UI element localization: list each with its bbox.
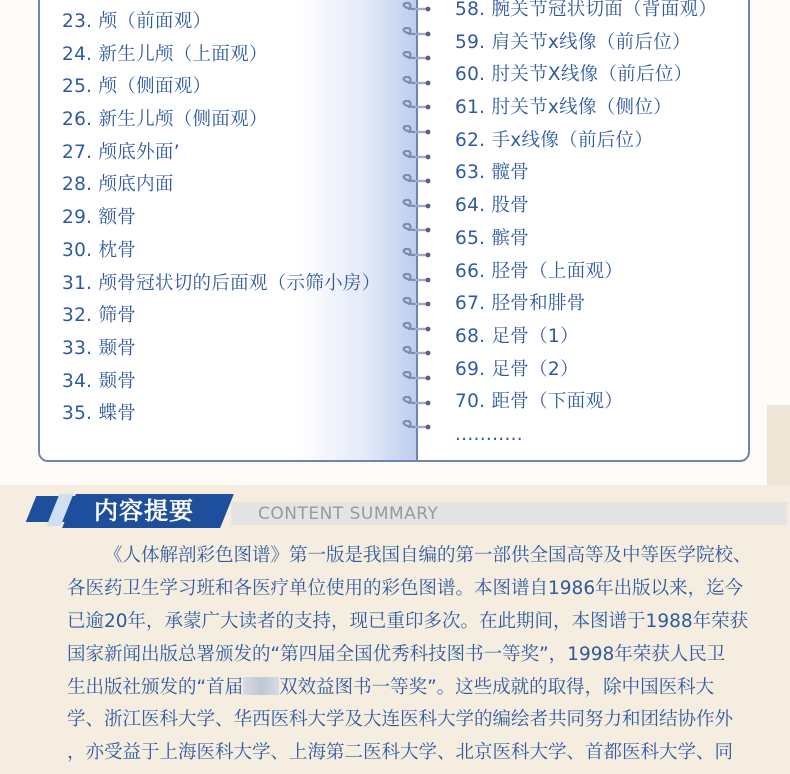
- spiral-ring: [398, 248, 432, 262]
- toc-item: 69. 足骨（2）: [455, 358, 579, 380]
- toc-item: 65. 髌骨: [455, 227, 530, 249]
- content-summary-header: [25, 494, 785, 530]
- summary-line: 已逾20年，承蒙广大读者的支持，现已重印多次。在此期间，本图谱于1988年荣获: [67, 610, 749, 632]
- summary-line: 国家新闻出版总署颁发的“第四届全国优秀科技图书一等奖”，1998年荣获人民卫: [67, 643, 726, 665]
- spiral-ring: [398, 125, 432, 139]
- toc-item: 32. 筛骨: [62, 305, 137, 327]
- spiral-ring: [398, 76, 432, 90]
- toc-item: 23. 颅（前面观）: [62, 11, 212, 32]
- spiral-ring: [398, 297, 432, 311]
- toc-item: 28. 颅底内面: [62, 174, 174, 196]
- toc-item: 29. 额骨: [62, 207, 137, 229]
- spiral-ring: [398, 322, 432, 336]
- spiral-ring: [398, 223, 432, 237]
- spiral-ring: [398, 2, 432, 16]
- spiral-ring: [398, 396, 432, 410]
- summary-text: 生出版社颁发的“首届: [67, 676, 244, 698]
- toc-left-list: [62, 6, 381, 431]
- header-title-cn: 内容提要: [94, 497, 194, 525]
- toc-item: 62. 手x线像（前后位）: [455, 129, 654, 151]
- spiral-ring: [398, 100, 432, 114]
- toc-item: 27. 颅底外面’: [62, 141, 180, 163]
- summary-line: 各医药卫生学习班和各医疗单位使用的彩色图谱。本图谱自1986年出版以来，迄今: [67, 577, 744, 599]
- toc-item: 25. 颅（侧面观）: [62, 76, 212, 98]
- toc-item: 34. 颞骨: [62, 370, 137, 392]
- right-edge-shade: [767, 405, 790, 485]
- toc-item: 60. 肘关节X线像（前后位）: [455, 64, 693, 86]
- toc-item: 68. 足骨（1）: [455, 325, 579, 347]
- toc-item: 66. 胫骨（上面观）: [455, 260, 624, 282]
- toc-item: 31. 颅骨冠状切的后面观（示筛小房）: [62, 272, 381, 294]
- toc-right-list: [455, 0, 717, 452]
- toc-item: 61. 肘关节x线像（侧位）: [455, 97, 672, 119]
- spiral-ring: [398, 27, 432, 41]
- toc-item: 67. 胫骨和腓骨: [455, 293, 586, 315]
- spiral-ring: [398, 199, 432, 213]
- toc-item: 24. 新生儿颅（上面观）: [62, 43, 268, 65]
- toc-item: 59. 肩关节x线像（前后位）: [455, 31, 691, 53]
- spiral-ring: [398, 420, 432, 434]
- toc-item: 35. 蝶骨: [62, 403, 137, 425]
- toc-item: 58. 腕关节冠状切面（背面观）: [455, 0, 718, 20]
- toc-item: 63. 髋骨: [455, 162, 530, 184]
- toc-item: 26. 新生儿颅（侧面观）: [62, 109, 268, 131]
- toc-item: 30. 枕骨: [62, 239, 137, 261]
- summary-line: ，亦受益于上海医科大学、上海第二医科大学、北京医科大学、首都医科大学、同: [67, 742, 734, 764]
- toc-item: 33. 颞骨: [62, 337, 137, 359]
- spiral-ring: [398, 273, 432, 287]
- summary-line: 学、浙江医科大学、华西医科大学及大连医科大学的编绘者共同努力和团结协作外: [67, 709, 734, 731]
- summary-line-with-redaction: [67, 672, 757, 705]
- header-title-en: CONTENT SUMMARY: [258, 504, 439, 524]
- toc-item: 70. 距骨（下面观）: [455, 391, 624, 413]
- spiral-ring: [398, 51, 432, 65]
- summary-line: 《人体解剖彩色图谱》第一版是我国自编的第一部供全国高等及中等医学院校、: [104, 545, 752, 566]
- toc-item: 64. 股骨: [455, 195, 530, 217]
- spiral-ring: [398, 174, 432, 188]
- spiral-ring: [398, 371, 432, 385]
- toc-ellipsis: ...........: [455, 423, 523, 445]
- summary-text: 双效益图书一等奖”。这些成就的取得，除中国医科大: [279, 676, 715, 698]
- spiral-ring: [398, 150, 432, 164]
- summary-paragraph: [67, 540, 757, 770]
- redacted-blur: [243, 677, 279, 695]
- spiral-ring: [398, 346, 432, 360]
